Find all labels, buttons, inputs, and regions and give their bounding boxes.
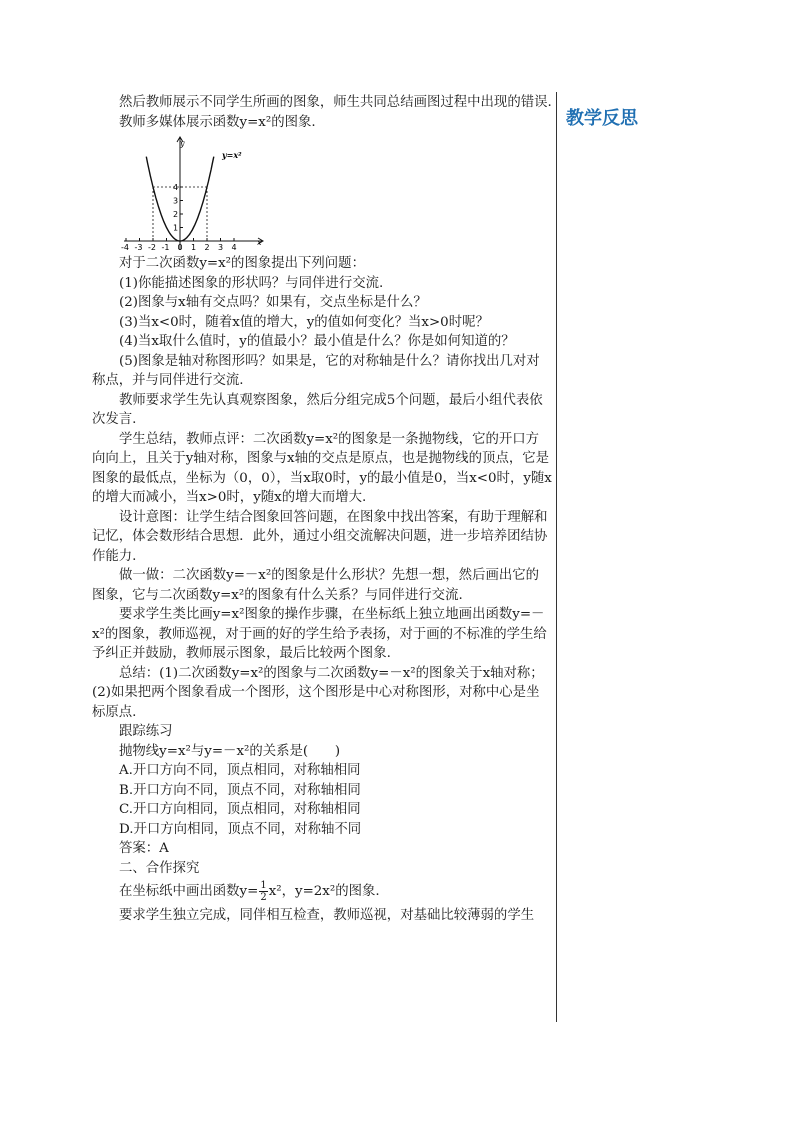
x-tick-label: -2 (148, 243, 156, 252)
task-suffix: x²，y=2x²的图象. (268, 884, 380, 899)
section-heading: 二、合作探究 (119, 860, 200, 876)
main-column (92, 93, 552, 926)
x-axis-label: x (257, 238, 262, 247)
task-prefix: 在坐标纸中画出函数y= (119, 884, 259, 899)
paragraph: 教师多媒体展示函数y=x²的图象. (119, 114, 316, 130)
practice-answer: 答案：A (119, 841, 169, 856)
fraction (259, 880, 267, 903)
x-tick-label: 1 (191, 243, 197, 252)
fraction-numerator: 1 (260, 880, 267, 891)
practice-option: C.开口方向相同，顶点相同，对称轴相同 (119, 802, 361, 817)
question-item: (2)图象与x轴有交点吗？如果有，交点坐标是什么？ (119, 295, 427, 310)
x-tick-label: -3 (134, 243, 143, 252)
practice-option: A.开口方向不同，顶点相同，对称轴相同 (119, 763, 361, 778)
y-tick-label: 1 (173, 223, 179, 233)
paragraph: 教师要求学生先认真观察图象，然后分组完成5个问题，最后小组代表依次发言. (92, 392, 543, 427)
task-line (92, 880, 552, 903)
y-axis-label: y (180, 139, 185, 148)
paragraph: 要求学生独立完成，同伴相互检查，教师巡视，对基础比较薄弱的学生 (119, 908, 535, 923)
y-tick-label: 3 (173, 196, 179, 206)
curve-label: y=x² (222, 150, 242, 160)
question-item: (4)当x取什么值时，y的值最小？最小值是什么？你是如何知道的？ (119, 334, 515, 349)
teaching-reflection-title: 教学反思 (566, 108, 638, 129)
paragraph: 要求学生类比画y=x²图象的操作步骤，在坐标纸上独立地画出函数y=－x²的图象，教师巡视，对于画的好的学生给予表扬，对于画的不标准的学生给予纠正并鼓励，教师展示图象，最后比较两个图象. (92, 607, 547, 661)
questions-intro: 对于二次函数y=x²的图象提出下列问题： (119, 256, 365, 271)
x-tick-label: 4 (231, 243, 237, 252)
x-tick-label: 0 (177, 243, 183, 252)
question-item: (1)你能描述图象的形状吗？与同伴进行交流. (119, 275, 384, 291)
paragraph: 总结：(1)二次函数y=x²的图象与二次函数y=－x²的图象关于x轴对称；(2)如果把两个图象看成一个图形，这个图形是中心对称图形，对称中心是坐标原点. (92, 665, 544, 720)
practice-option: D.开口方向相同，顶点不同，对称轴不同 (119, 821, 362, 837)
y-tick-label: 2 (173, 210, 179, 219)
paragraph: 做一做：二次函数y=－x²的图象是什么形状？先想一想，然后画出它的图象，它与二次函数y=x²的图象有什么关系？与同伴进行交流. (92, 568, 540, 603)
y-tick-label: 4 (173, 183, 179, 192)
paragraph: 设计意图：让学生结合图象回答问题，在图象中找出答案，有助于理解和记忆，体会数形结合思想．此外，通过小组交流解决问题，进一步培养团结协作能力. (92, 509, 548, 564)
x-tick-label: -4 (121, 243, 129, 252)
practice-option: B.开口方向不同，顶点不同，对称轴相同 (119, 782, 361, 798)
question-item: (3)当x<0时，随着x值的增大，y的值如何变化？当x>0时呢？ (119, 314, 489, 330)
x-tick-label: -1 (161, 243, 170, 252)
x-tick-label: 3 (218, 243, 224, 252)
column-divider (556, 92, 557, 1022)
fraction-denominator: 2 (260, 892, 267, 903)
question-item: (5)图象是轴对称图形吗？如果是，它的对称轴是什么？请你找出几对对称点，并与同伴进行交流. (92, 353, 540, 388)
practice-question: 抛物线y=x²与y=－x²的关系是( ) (119, 743, 341, 759)
paragraph: 然后教师展示不同学生所画的图象，师生共同总结画图过程中出现的错误. (119, 95, 552, 110)
paragraph: 学生总结，教师点评：二次函数y=x²的图象是一条抛物线，它的开口方向向上，且关于y轴对称，图象与x轴的交点是原点，也是抛物线的顶点，它是图象的最低点，坐标为（0，0），当x取0时，y的最小值是0，当x<0时，y随x的增大而减小，当x>0时，y随x的增大而增大. (92, 431, 552, 505)
x-tick-label: 2 (204, 243, 210, 252)
parabola-graph (118, 134, 268, 254)
practice-heading: 跟踪练习 (119, 724, 173, 739)
